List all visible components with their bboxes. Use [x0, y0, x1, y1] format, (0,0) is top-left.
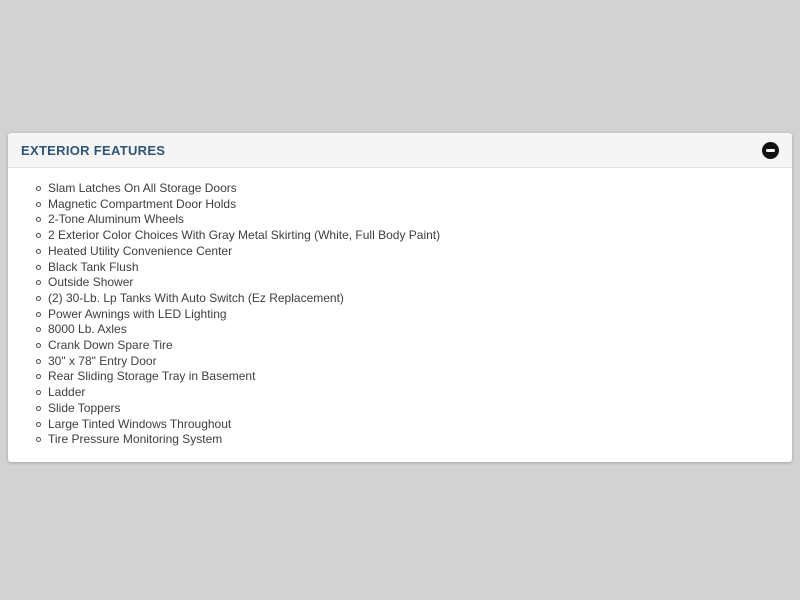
feature-item: Outside Shower: [8, 275, 792, 291]
feature-item: 8000 Lb. Axles: [8, 322, 792, 338]
feature-item: Power Awnings with LED Lighting: [8, 307, 792, 323]
exterior-features-panel: [8, 133, 792, 462]
feature-item: Slam Latches On All Storage Doors: [8, 181, 792, 197]
feature-item: Slide Toppers: [8, 401, 792, 417]
exterior-features-header[interactable]: [8, 133, 792, 168]
feature-item: Heated Utility Convenience Center: [8, 244, 792, 260]
minus-circle-icon: [762, 142, 779, 159]
features-list: [8, 168, 792, 448]
feature-item: Large Tinted Windows Throughout: [8, 417, 792, 433]
feature-item: Crank Down Spare Tire: [8, 338, 792, 354]
feature-item: Ladder: [8, 385, 792, 401]
feature-item: Tire Pressure Monitoring System: [8, 432, 792, 448]
feature-item: 2 Exterior Color Choices With Gray Metal Skirting (White, Full Body Paint): [8, 228, 792, 244]
collapse-section-button[interactable]: [762, 142, 779, 159]
feature-item: 2-Tone Aluminum Wheels: [8, 212, 792, 228]
feature-item: Rear Sliding Storage Tray in Basement: [8, 369, 792, 385]
feature-item: Black Tank Flush: [8, 260, 792, 276]
feature-item: (2) 30-Lb. Lp Tanks With Auto Switch (Ez Replacement): [8, 291, 792, 307]
panel-title: EXTERIOR FEATURES: [21, 142, 166, 158]
feature-item: 30" x 78" Entry Door: [8, 354, 792, 370]
feature-item: Magnetic Compartment Door Holds: [8, 197, 792, 213]
